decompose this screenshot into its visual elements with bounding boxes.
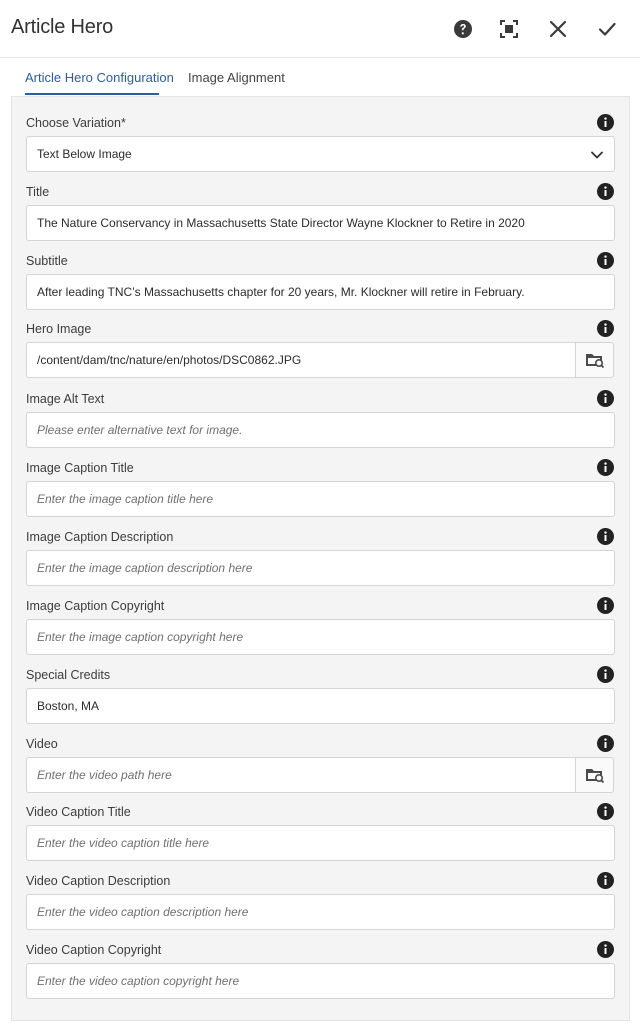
variation-value: Text Below Image	[37, 147, 132, 161]
tab-image-alignment[interactable]: Image Alignment	[188, 70, 285, 85]
caption-desc-input[interactable]	[26, 550, 615, 586]
folder-browse-icon	[585, 351, 605, 369]
video-desc-label: Video Caption Description	[26, 874, 171, 888]
subtitle-input[interactable]	[26, 274, 615, 310]
dialog-title: Article Hero	[11, 16, 114, 38]
variation-label: Choose Variation*	[26, 116, 126, 130]
info-icon[interactable]	[597, 941, 614, 958]
variation-select[interactable]	[26, 136, 615, 172]
info-icon[interactable]	[597, 114, 614, 131]
info-icon[interactable]	[597, 252, 614, 269]
caption-desc-label: Image Caption Description	[26, 530, 174, 544]
tab-bar	[0, 58, 640, 96]
folder-browse-icon	[585, 766, 605, 784]
hero-image-path-input[interactable]	[26, 342, 576, 378]
video-title-input[interactable]	[26, 825, 615, 861]
hero-image-label: Hero Image	[26, 322, 92, 336]
info-icon[interactable]	[597, 803, 614, 820]
video-copyright-label: Video Caption Copyright	[26, 943, 162, 957]
info-icon[interactable]	[597, 390, 614, 407]
info-icon[interactable]	[597, 528, 614, 545]
info-icon[interactable]	[597, 666, 614, 683]
info-icon[interactable]	[597, 183, 614, 200]
close-button[interactable]	[546, 17, 570, 41]
caption-copyright-input[interactable]	[26, 619, 615, 655]
caption-title-input[interactable]	[26, 481, 615, 517]
video-title-label: Video Caption Title	[26, 805, 131, 819]
help-button[interactable]	[451, 17, 475, 41]
caption-copyright-label: Image Caption Copyright	[26, 599, 165, 613]
close-icon	[548, 19, 568, 39]
help-icon	[453, 19, 473, 39]
video-copyright-input[interactable]	[26, 963, 615, 999]
checkmark-icon	[597, 19, 617, 39]
dialog-header	[0, 0, 640, 58]
tab-article-hero-configuration[interactable]: Article Hero Configuration	[25, 70, 174, 85]
chevron-down-icon	[590, 148, 604, 162]
info-icon[interactable]	[597, 320, 614, 337]
info-icon[interactable]	[597, 735, 614, 752]
video-label: Video	[26, 737, 58, 751]
video-browse-button[interactable]	[575, 757, 614, 793]
info-icon[interactable]	[597, 459, 614, 476]
info-icon[interactable]	[597, 872, 614, 889]
active-tab-indicator	[25, 93, 159, 95]
special-credits-input[interactable]	[26, 688, 615, 724]
title-label: Title	[26, 185, 50, 199]
done-button[interactable]	[595, 17, 619, 41]
title-input[interactable]	[26, 205, 615, 241]
hero-image-browse-button[interactable]	[575, 342, 614, 378]
subtitle-label: Subtitle	[26, 254, 68, 268]
image-alt-input[interactable]	[26, 412, 615, 448]
video-desc-input[interactable]	[26, 894, 615, 930]
caption-title-label: Image Caption Title	[26, 461, 134, 475]
info-icon[interactable]	[597, 597, 614, 614]
fullscreen-icon	[499, 19, 519, 39]
fullscreen-button[interactable]	[497, 17, 521, 41]
image-alt-label: Image Alt Text	[26, 392, 105, 406]
special-credits-label: Special Credits	[26, 668, 111, 682]
video-path-input[interactable]	[26, 757, 576, 793]
